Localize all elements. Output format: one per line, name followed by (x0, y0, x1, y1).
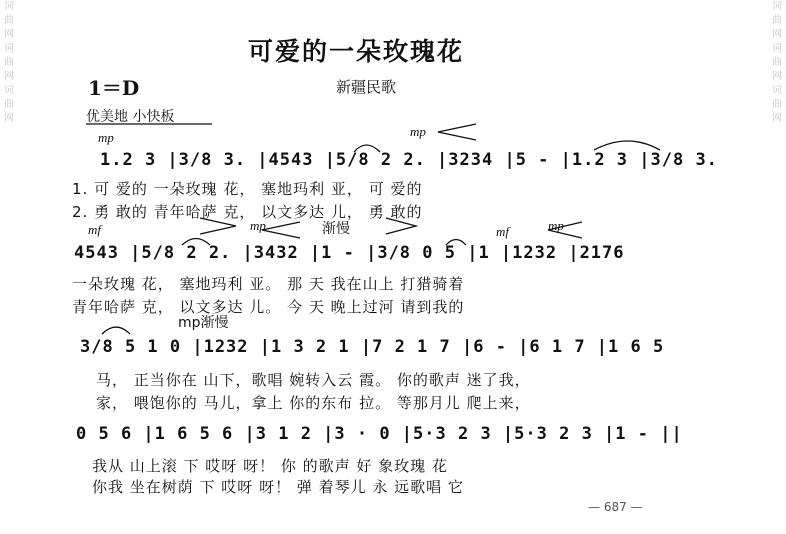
song-title: 可爱的一朵玫瑰花 (248, 37, 465, 66)
slur-1 (354, 145, 380, 152)
notation-row-1: 1.2 3 |3/8 3. |4543 |5/8 2 2. |3234 |5 - |1.2 3 |3/8 3. (100, 150, 718, 170)
dynamic-mp-1: mp (98, 130, 114, 145)
lyric-row-3-verse-2: 家， 喂饱你的 马儿，拿上 你的东布 拉。 等那月儿 爬上来， (96, 394, 531, 412)
lyric-row-4-verse-2: 你我 坐在树荫 下 哎呀 呀！ 弹 着琴儿 永 远歌唱 它 (92, 478, 464, 496)
crescendo-hairpin-2 (262, 222, 300, 238)
dynamic-jianman: 渐慢 (322, 221, 350, 237)
notation-row-3: 3/8 5 1 0 |1232 |1 3 2 1 |7 2 1 7 |6 - |6 1 7 |1 6 5 (80, 337, 665, 357)
lyric-row-1-verse-2: 2. 勇 敢的 青年哈萨 克， 以文多达 儿， 勇 敢的 (72, 203, 423, 221)
dynamic-mf-1: mf (88, 222, 101, 237)
crescendo-hairpin-1 (438, 124, 476, 140)
page-number: — 687 — (588, 500, 643, 514)
slur-5 (446, 240, 466, 246)
key-signature: 1＝D (88, 76, 140, 100)
tempo-marking: 优美地 小快板 (86, 109, 175, 125)
watermark-right: 词 曲 网 词 曲 网 词 曲 网 (772, 1, 782, 124)
slur-2 (594, 141, 660, 150)
dynamic-mp-3: mp (250, 218, 266, 233)
lyric-row-4-verse-1: 我从 山上滚 下 哎呀 呀！ 你 的歌声 好 象玫瑰 花 (92, 457, 448, 475)
lyric-row-1-verse-1: 1. 可 爱的 一朵玫瑰 花， 塞地玛利 亚， 可 爱的 (72, 180, 423, 198)
dynamic-mp-4: mp (548, 218, 564, 233)
song-origin: 新疆民歌 (336, 78, 397, 96)
slur-3 (182, 239, 210, 246)
decrescendo-hairpin-1 (200, 218, 236, 234)
lyric-row-2-verse-2: 青年哈萨 克， 以文多达 儿。 今 天 晚上过河 请到我的 (72, 298, 465, 316)
lyric-row-2-verse-1: 一朵玫瑰 花， 塞地玛利 亚。 那 天 我在山上 打猎骑着 (72, 275, 465, 293)
decrescendo-hairpin-2 (386, 218, 416, 234)
dynamic-mp-jianman: mp渐慢 (178, 315, 229, 331)
notation-row-4: 0 5 6 |1 6 5 6 |3 1 2 |3 · 0 |5·3 2 3 |5·3 2 3 |1 - || (76, 424, 683, 444)
watermark-left: 词 曲 网 词 曲 网 词 曲 网 (4, 1, 14, 124)
lyric-row-3-verse-1: 马， 正当你在 山下，歌唱 婉转入云 霞。 你的歌声 迷了我， (96, 371, 531, 389)
dynamic-mf-2: mf (496, 224, 509, 239)
dynamic-mp-2: mp (410, 124, 426, 139)
crescendo-hairpin-3 (548, 222, 582, 238)
slur-4 (102, 327, 130, 334)
notation-row-2: 4543 |5/8 2 2. |3432 |1 - |3/8 0 5 |1 |1232 |2176 (74, 243, 625, 263)
